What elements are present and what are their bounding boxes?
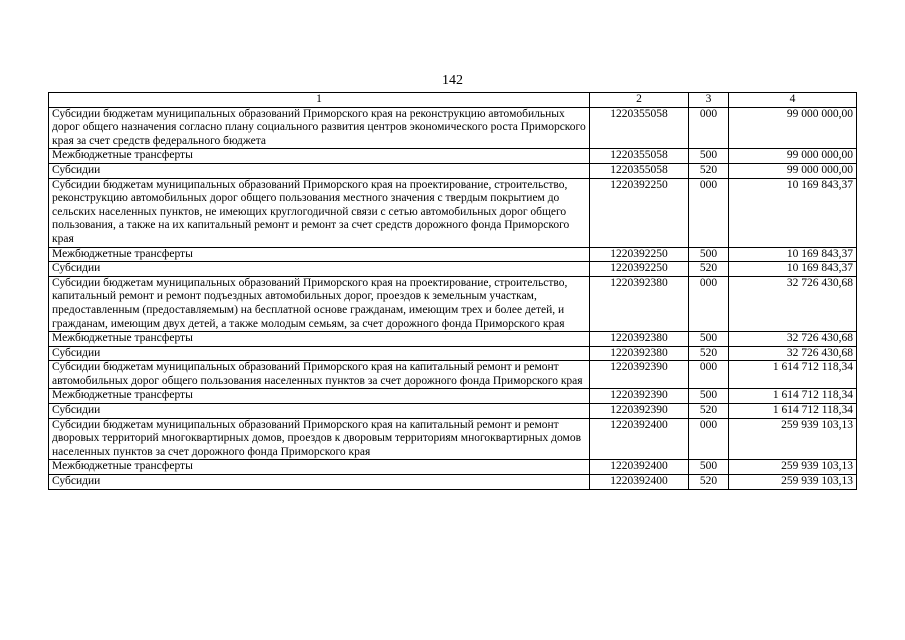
header-col-4: 4: [729, 93, 857, 108]
row-type: 500: [689, 149, 729, 164]
table-row: [49, 149, 857, 164]
row-code: 1220392250: [590, 262, 689, 277]
row-name: Субсидии бюджетам муниципальных образований Приморского края на реконструкцию автомобильных дорог общего назначения согласно плану социального развития центров экономического роста Приморского края за счет средств федерального бюджета: [49, 107, 590, 149]
row-code: 1220355058: [590, 163, 689, 178]
row-name: Субсидии бюджетам муниципальных образований Приморского края на проектирование, строительство, реконструкцию автомобильных дорог общего пользования местного значения с твердым покрытием до сельских населенных пунктов, не имеющих круглогодичной связи с сетью автомобильных дорог общего пользования, а также на их капитальный ремонт и ремонт за счет средств дорожного фонда Приморского края: [49, 178, 590, 247]
row-code: 1220392390: [590, 361, 689, 389]
row-amount: 259 939 103,13: [729, 475, 857, 490]
budget-table: [48, 92, 857, 490]
row-type: 500: [689, 332, 729, 347]
row-type: 500: [689, 247, 729, 262]
table-row: [49, 163, 857, 178]
row-amount: 32 726 430,68: [729, 346, 857, 361]
row-name: Субсидии бюджетам муниципальных образований Приморского края на капитальный ремонт и ремонт дворовых территорий многоквартирных домов, проездов к дворовым территориям многоквартирных домов населенных пунктов за счет дорожного фонда Приморского края: [49, 418, 590, 460]
row-code: 1220392400: [590, 460, 689, 475]
row-name: Межбюджетные трансферты: [49, 389, 590, 404]
table-row: [49, 418, 857, 460]
row-type: 520: [689, 404, 729, 419]
row-code: 1220392380: [590, 332, 689, 347]
row-name: Межбюджетные трансферты: [49, 332, 590, 347]
row-type: 500: [689, 460, 729, 475]
table-header: [49, 93, 857, 108]
row-code: 1220392380: [590, 276, 689, 331]
row-type: 520: [689, 262, 729, 277]
row-amount: 1 614 712 118,34: [729, 361, 857, 389]
table-row: [49, 247, 857, 262]
row-type: 000: [689, 418, 729, 460]
header-col-1: 1: [49, 93, 590, 108]
row-amount: 99 000 000,00: [729, 149, 857, 164]
row-amount: 10 169 843,37: [729, 247, 857, 262]
table-body: [49, 107, 857, 489]
row-amount: 1 614 712 118,34: [729, 404, 857, 419]
header-col-3: 3: [689, 93, 729, 108]
row-name: Межбюджетные трансферты: [49, 149, 590, 164]
header-row: [49, 93, 857, 108]
row-name: Субсидии: [49, 404, 590, 419]
table-row: [49, 389, 857, 404]
row-amount: 32 726 430,68: [729, 332, 857, 347]
header-col-2: 2: [590, 93, 689, 108]
row-amount: 99 000 000,00: [729, 163, 857, 178]
table-row: [49, 107, 857, 149]
table-row: [49, 276, 857, 331]
row-code: 1220392250: [590, 247, 689, 262]
row-amount: 1 614 712 118,34: [729, 389, 857, 404]
table-row: [49, 361, 857, 389]
table-row: [49, 404, 857, 419]
row-type: 000: [689, 178, 729, 247]
row-amount: 259 939 103,13: [729, 418, 857, 460]
row-type: 520: [689, 475, 729, 490]
row-name: Межбюджетные трансферты: [49, 460, 590, 475]
table-row: [49, 475, 857, 490]
row-name: Субсидии: [49, 346, 590, 361]
row-amount: 99 000 000,00: [729, 107, 857, 149]
row-code: 1220392250: [590, 178, 689, 247]
row-name: Субсидии: [49, 262, 590, 277]
row-code: 1220392390: [590, 404, 689, 419]
table-row: [49, 460, 857, 475]
row-type: 000: [689, 361, 729, 389]
row-name: Субсидии: [49, 163, 590, 178]
row-amount: 10 169 843,37: [729, 262, 857, 277]
row-type: 520: [689, 163, 729, 178]
row-type: 500: [689, 389, 729, 404]
table-row: [49, 346, 857, 361]
row-code: 1220392390: [590, 389, 689, 404]
row-name: Субсидии: [49, 475, 590, 490]
row-name: Межбюджетные трансферты: [49, 247, 590, 262]
table-row: [49, 332, 857, 347]
row-code: 1220392380: [590, 346, 689, 361]
table-row: [49, 178, 857, 247]
table-row: [49, 262, 857, 277]
row-amount: 10 169 843,37: [729, 178, 857, 247]
row-type: 000: [689, 276, 729, 331]
row-amount: 32 726 430,68: [729, 276, 857, 331]
row-code: 1220355058: [590, 107, 689, 149]
row-type: 000: [689, 107, 729, 149]
row-name: Субсидии бюджетам муниципальных образований Приморского края на проектирование, строительство, капитальный ремонт и ремонт подъездных автомобильных дорог, проездов к земельным участкам, предоставленным (предоставляемым) на бесплатной основе гражданам, имеющим трех и более детей, и гражданам, имеющим двух детей, а также молодым семьям, за счет дорожного фонда Приморского края: [49, 276, 590, 331]
row-code: 1220392400: [590, 418, 689, 460]
row-name: Субсидии бюджетам муниципальных образований Приморского края на капитальный ремонт и ремонт автомобильных дорог общего пользования населенных пунктов за счет дорожного фонда Приморского края: [49, 361, 590, 389]
row-code: 1220392400: [590, 475, 689, 490]
page-number: 142: [442, 73, 463, 88]
row-type: 520: [689, 346, 729, 361]
row-code: 1220355058: [590, 149, 689, 164]
row-amount: 259 939 103,13: [729, 460, 857, 475]
